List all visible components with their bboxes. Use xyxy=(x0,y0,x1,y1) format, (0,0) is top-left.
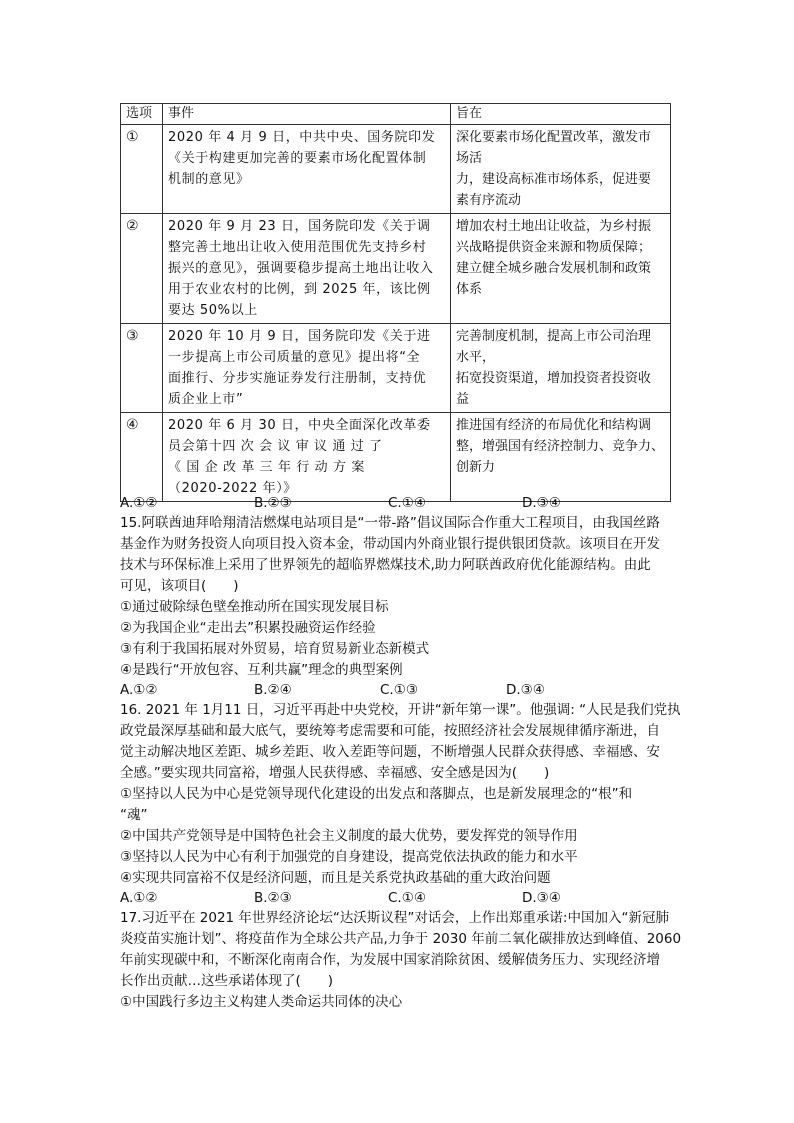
option-line: ①坚持以人民为中心是党领导现代化建设的出发点和落脚点，也是新发展理念的“根”和 xyxy=(120,786,633,802)
choice-c: C.①④ xyxy=(388,495,426,511)
event-line: 2020 年 9 月 23 日，国务院印发《关于调 xyxy=(168,219,431,234)
stem-line: 长作出贡献…这些承诺体现了( ) xyxy=(120,973,334,989)
choice-c: C.①③ xyxy=(380,682,418,698)
choice-d: D.③④ xyxy=(506,682,545,698)
question-17 xyxy=(120,908,680,1013)
row-event xyxy=(163,413,451,502)
row-aim xyxy=(451,413,671,502)
q16-choices xyxy=(120,889,680,908)
event-line: （2020-2022 年）》 xyxy=(168,481,297,496)
aim-line: 素有序流动 xyxy=(456,193,522,208)
event-line: 《关于构建更加完善的要素市场化配置体制 xyxy=(168,151,427,166)
row-option: ③ xyxy=(121,324,163,413)
aim-line: 拓宽投资渠道，增加投资者投资收 xyxy=(456,371,652,386)
choice-a: A.①② xyxy=(120,495,158,511)
event-line: 质企业上市” xyxy=(168,392,244,407)
stem-line: 技术与环保标准上采用了世界领先的超临界燃煤技术,助力阿联酋政府优化能源结构。由此 xyxy=(120,557,651,573)
table-header-row xyxy=(121,104,671,125)
event-line: 用于农业农村的比例，到 2025 年，该比例 xyxy=(168,282,431,297)
choice-a: A.①② xyxy=(120,890,158,906)
event-line: 员会第十四 次 会 议 审 议 通 过 了 xyxy=(168,439,383,454)
aim-line: 推进国有经济的布局优化和结构调 xyxy=(456,418,652,433)
event-line: 2020 年 4 月 9 日，中共中央、国务院印发 xyxy=(168,130,436,145)
choice-c: C.①④ xyxy=(388,890,426,906)
question-16 xyxy=(120,700,680,908)
event-line: 振兴的意见》，强调要稳步提高土地出让收入 xyxy=(168,261,434,276)
table-row xyxy=(121,214,671,324)
row-aim xyxy=(451,214,671,324)
option-line: ②中国共产党领导是中国特色社会主义制度的最大优势，要发挥党的领导作用 xyxy=(120,828,578,844)
row-event xyxy=(163,125,451,214)
row-option: ① xyxy=(121,125,163,214)
stem-line: 15.阿联酋迪拜哈翔清洁燃煤电站项目是“一带-路”倡议国际合作重大工程项目，由我国丝路 xyxy=(120,515,660,531)
event-line: 2020 年 10 月 9 日，国务院印发《关于进 xyxy=(168,329,431,344)
choice-a: A.①② xyxy=(120,682,158,698)
option-line: ①中国践行多边主义构建人类命运共同体的决心 xyxy=(120,994,403,1010)
row-option: ② xyxy=(121,214,163,324)
row-aim xyxy=(451,324,671,413)
event-line: 整完善土地出让收入使用范围优先支持乡村 xyxy=(168,240,427,255)
aim-line: 创新力 xyxy=(456,460,496,475)
aim-line: 水平， xyxy=(456,350,496,365)
row-event xyxy=(163,324,451,413)
option-line: ③有利于我国拓展对外贸易，培育贸易新业态新模式 xyxy=(120,641,430,657)
table-row xyxy=(121,125,671,214)
option-line: ④实现共同富裕不仅是经济问题，而且是关系党执政基础的重大政治问题 xyxy=(120,870,551,886)
header-aim: 旨在 xyxy=(451,104,671,125)
aim-line: 兴战略提供资金来源和物质保障； xyxy=(456,240,652,255)
stem-line: 年前实现碳中和，不断深化南南合作，为发展中国家消除贫困、缓解债务压力、实现经济增 xyxy=(120,952,660,968)
aim-line: 整，增强国有经济控制力、竞争力、 xyxy=(456,439,665,454)
aim-line: 力，建设高标准市场体系，促进要 xyxy=(456,172,652,187)
row-option: ④ xyxy=(121,413,163,502)
event-line: 要达 50%以上 xyxy=(168,303,258,318)
row-event xyxy=(163,214,451,324)
header-event: 事件 xyxy=(163,104,451,125)
event-line: 机制的意见》 xyxy=(168,172,250,187)
table-row xyxy=(121,413,671,502)
stem-line: 全感。”要实现共同富裕，增强人民获得感、幸福感、安全感是因为( ) xyxy=(120,765,550,781)
question-15 xyxy=(120,513,680,700)
choice-d: D.③④ xyxy=(522,495,561,511)
option-line: ③坚持以人民为中心有利于加强党的自身建设，提高党依法执政的能力和水平 xyxy=(120,849,578,865)
option-line: “魂” xyxy=(120,807,148,823)
choice-d: D.③④ xyxy=(522,890,561,906)
header-option: 选项 xyxy=(121,104,163,125)
choice-b: B.②③ xyxy=(254,890,292,906)
q15-choices xyxy=(120,681,680,700)
stem-line: 政党最深厚基础和最大底气，要统筹考虑需要和可能，按照经济社会发展规律循序渐进，自 xyxy=(120,723,660,739)
events-table xyxy=(120,103,671,502)
aim-line: 体系 xyxy=(456,282,483,297)
aim-line: 完善制度机制，提高上市公司治理 xyxy=(456,329,652,344)
question-body xyxy=(120,494,680,1013)
aim-line: 增加农村土地出让收益，为乡村振 xyxy=(456,219,652,234)
aim-line: 建立健全城乡融合发展机制和政策 xyxy=(456,261,652,276)
choice-b: B.②③ xyxy=(254,495,292,511)
event-line: 面推行、分步实施证券发行注册制，支持优 xyxy=(168,371,427,386)
q14-choices xyxy=(120,494,680,513)
row-aim xyxy=(451,125,671,214)
stem-line: 可见，该项目( ) xyxy=(120,578,239,594)
aim-line: 益 xyxy=(456,392,470,407)
stem-line: 基金作为财务投资人向项目投入资本金，带动国内外商业银行提供银团贷款。该项目在开发 xyxy=(120,536,660,552)
table-row xyxy=(121,324,671,413)
stem-line: 17.习近平在 2021 年世界经济论坛“达沃斯议程”对话会，上作出郑重承诺:中国加入“新冠肺 xyxy=(120,910,669,926)
option-line: ②为我国企业“走出去”积累投融资运作经验 xyxy=(120,620,376,636)
stem-line: 炎疫苗实施计划”、将疫苗作为全球公共产品,力争于 2030 年前二氧化碳排放达到峰值、2060 xyxy=(120,931,682,947)
option-line: ④是践行“开放包容、互利共赢”理念的典型案例 xyxy=(120,662,403,678)
stem-line: 觉主动解决地区差距、城乡差距、收入差距等问题，不断增强人民群众获得感、幸福感、安 xyxy=(120,744,660,760)
choice-b: B.②④ xyxy=(254,682,292,698)
aim-line: 深化要素市场化配置改革，激发市 xyxy=(456,130,652,145)
event-line: 一步提高上市公司质量的意见》提出将“全 xyxy=(168,350,421,365)
event-line: 《 国 企 改 革 三 年 行 动 方 案 xyxy=(168,460,365,475)
stem-line: 16. 2021 年 1月11 日，习近平再赴中央党校，开讲“新年第一课”。他强调: “人民是我们党执 xyxy=(120,702,681,718)
event-line: 2020 年 6 月 30 日，中央全面深化改革委 xyxy=(168,418,431,433)
aim-line: 场活 xyxy=(456,151,483,166)
option-line: ①通过破除绿色壁垒推动所在国实现发展目标 xyxy=(120,599,389,615)
